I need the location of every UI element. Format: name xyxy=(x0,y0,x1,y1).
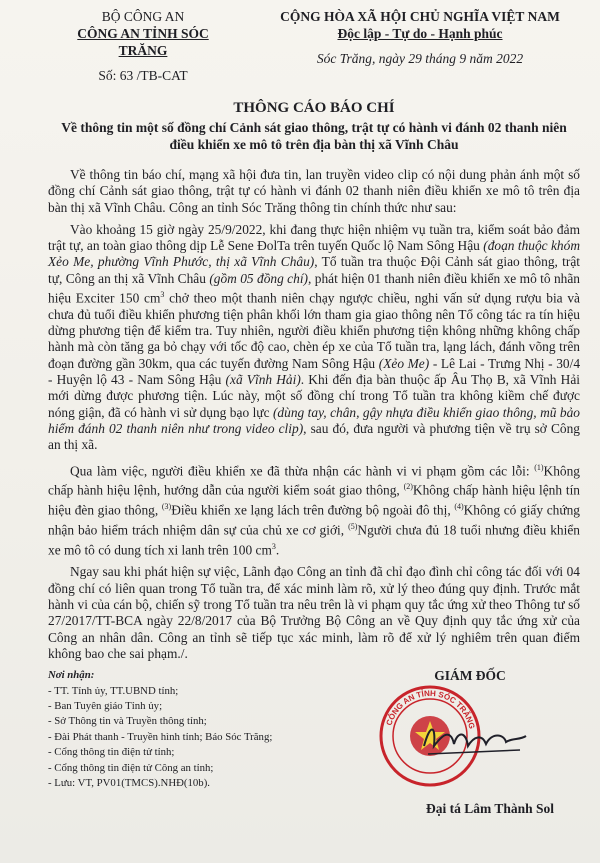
recipient-item: - Ban Tuyên giáo Tỉnh ủy; xyxy=(48,699,163,712)
list-marker: (3) xyxy=(161,502,172,512)
recipient-item: - Cổng thông tin điện tử Công an tỉnh; xyxy=(48,761,214,774)
text-run-italic: (gồm 05 đồng chí) xyxy=(209,270,309,286)
document-footer xyxy=(48,668,580,817)
paragraph-incident xyxy=(48,222,580,454)
text-run: Không có giấy chứng nhận bảo hiểm trách nhiệm dân sự của chủ xe cơ giới, xyxy=(48,502,581,538)
recipient-item: - Lưu: VT, PV01(TMCS).NHĐ(10b). xyxy=(48,776,211,789)
list-marker: (2) xyxy=(403,482,413,492)
text-run: Điều khiển xe lạng lách trên đường bộ ngoài đô thị, xyxy=(171,502,455,518)
superscript-3: 3 xyxy=(160,290,165,300)
text-run: Không chấp hành hiệu lệnh tín hiệu đèn giao thông, xyxy=(48,482,580,518)
issuer-block xyxy=(48,8,228,84)
text-run: . Khi đến địa bàn thuộc ấp Âu Thọ B, xã Vĩnh Hải mới dừng được phương tiện. Lúc này, một số đồng chí trong Tổ tuần tra không kiềm chế được nóng giận, đã có hành vi sử dụng bạo lực xyxy=(48,372,580,420)
list-marker: (1) xyxy=(534,462,544,472)
document-subtitle: Về thông tin một số đồng chí Cảnh sát giao thông, trật tự có hành vi đánh 02 thanh niên điều khiển xe mô tô trên địa bàn thị xã Vĩnh Châu xyxy=(61,120,567,152)
text-run: , sau đó, đưa người và phương tiện về trụ sở Công an thị xã. xyxy=(48,420,580,453)
paragraph-actions: Ngay sau khi phát hiện sự việc, Lãnh đạo Công an tỉnh đã chỉ đạo đình chỉ công tác đối với 04 đồng chí có liên quan trong Tổ tuần tra, để xác minh làm rõ, xử lý theo đúng quy định. Trước mắt hành vi của cán bộ, chiến sỹ trong Tổ tuần tra nêu trên là vi phạm quy tắc ứng xử theo Thông tư số 27/2017/TT-BCA ngày 22/8/2017 của Bộ Trưởng Bộ Công an về Quy định quy tắc ứng xử của Công an nhân dân. Công an tỉnh sẽ tiếp tục xác minh, làm rõ để xử lý nghiêm trên quan điểm không bao che sai phạm./. xyxy=(48,564,580,661)
recipient-item: - TT. Tỉnh ủy, TT.UBND tỉnh; xyxy=(48,684,179,697)
document-body xyxy=(48,167,580,662)
list-marker: (5) xyxy=(348,521,358,531)
text-run: chở theo một thanh niên chạy ngược chiều, nghi vấn sử dụng rượu bia và chưa đủ tuổi điều khiển phương tiện phân khối lớn tham gia giao thông nên Tổ công tác ra tín hiệu dừng phương tiện để kiểm tra. Tuy nhiên, người điều khiển phương tiện không những không chấp hành mà còn tăng ga bỏ chạy với tốc độ cao, chèn ép xe của Tổ tuần tra, lạng lách, đánh võng trên đoạn đường gần 30km, qua các tuyến đường Nam Sông Hậu xyxy=(48,290,580,371)
text-run-italic: (đoạn thuộc khóm Xẻo Me, phường Vĩnh Phước, thị xã Vĩnh Châu) xyxy=(48,238,580,270)
text-run: - Lê Lai - Trưng Nhị - 30/4 - Huyện lộ 43 - Nam Sông Hậu xyxy=(48,355,581,388)
document-number: Số: 63 /TB-CAT xyxy=(98,68,188,83)
place-date: Sóc Trăng, ngày 29 tháng 9 năm 2022 xyxy=(316,51,524,66)
agency-name: CÔNG AN TỈNH SÓC TRĂNG xyxy=(77,26,209,58)
text-run: Người chưa đủ 18 tuổi nhưng điều khiển xe mô tô có dung tích xi lanh trên 100 cm xyxy=(48,522,580,558)
text-run: , Tổ tuần tra thuộc Đội Cảnh sát giao thông, trật tự, Công an thị xã Vĩnh Châu xyxy=(48,254,580,286)
recipient-item: - Cổng thông tin điện tử tỉnh; xyxy=(48,746,175,759)
text-run: Không chấp hành hiệu lệnh, hướng dẫn của người kiểm soát giao thông, xyxy=(48,462,580,498)
national-motto: Độc lập - Tự do - Hạnh phúc xyxy=(337,26,503,41)
national-header xyxy=(260,8,580,67)
signer-position: GIÁM ĐỐC xyxy=(434,668,506,684)
country-name: CỘNG HÒA XÃ HỘI CHỦ NGHĨA VIỆT NAM xyxy=(280,9,560,24)
text-run: Vào khoảng 15 giờ ngày 25/9/2022, khi đang thực hiện nhiệm vụ tuần tra, kiểm soát bảo đảm trật tự, an toàn giao thông dịp Lễ Sene ĐolTa trên tuyến Quốc lộ Nam Sông Hậu xyxy=(48,221,580,254)
handwritten-signature xyxy=(420,716,530,760)
text-run: . xyxy=(275,542,280,558)
paragraph-violations xyxy=(48,460,580,559)
recipients-list xyxy=(48,668,348,791)
paragraph-intro: Về thông tin báo chí, mạng xã hội đưa tin, lan truyền video clip có nội dung phản ánh một số đồng chí Cảnh sát giao thông, trật tự có hành vi đánh 02 thanh niên điều khiển xe mô tô trên địa bàn thị xã Vĩnh Châu. Công an tỉnh Sóc Trăng thông tin chính thức như sau: xyxy=(48,167,580,215)
text-run-italic: (Xẻo Me) xyxy=(378,355,430,371)
recipient-item: - Sở Thông tin và Truyền thông tỉnh; xyxy=(48,715,207,728)
list-marker: (4) xyxy=(454,502,464,512)
ministry-name: BỘ CÔNG AN xyxy=(101,9,185,24)
document-header xyxy=(48,8,580,90)
text-run: Qua làm việc, người điều khiển xe đã thừa nhận các hành vi vi phạm gồm các lỗi: xyxy=(70,462,535,478)
recipients-heading: Nơi nhận: xyxy=(48,669,95,682)
signer-name: Đại tá Lâm Thành Sol xyxy=(425,801,555,817)
text-run: , phát hiện 01 thanh niên điều khiển xe mô tô nhãn hiệu Exciter 150 cm xyxy=(48,270,580,306)
svg-text:CÔNG AN TỈNH SÓC TRĂNG: CÔNG AN TỈNH SÓC TRĂNG xyxy=(384,689,477,730)
recipient-item: - Đài Phát thanh - Truyền hình tỉnh; Báo Sóc Trăng; xyxy=(48,730,273,743)
document-title: THÔNG CÁO BÁO CHÍ xyxy=(233,100,395,116)
text-run-italic: (xã Vĩnh Hải) xyxy=(225,372,301,388)
text-run-italic: (dùng tay, chân, gậy nhựa điều khiển giao thông, mũ bảo hiểm đánh 02 thanh niên như trong video clip) xyxy=(48,404,580,436)
signature-block xyxy=(360,668,580,817)
superscript-3: 3 xyxy=(271,541,276,551)
